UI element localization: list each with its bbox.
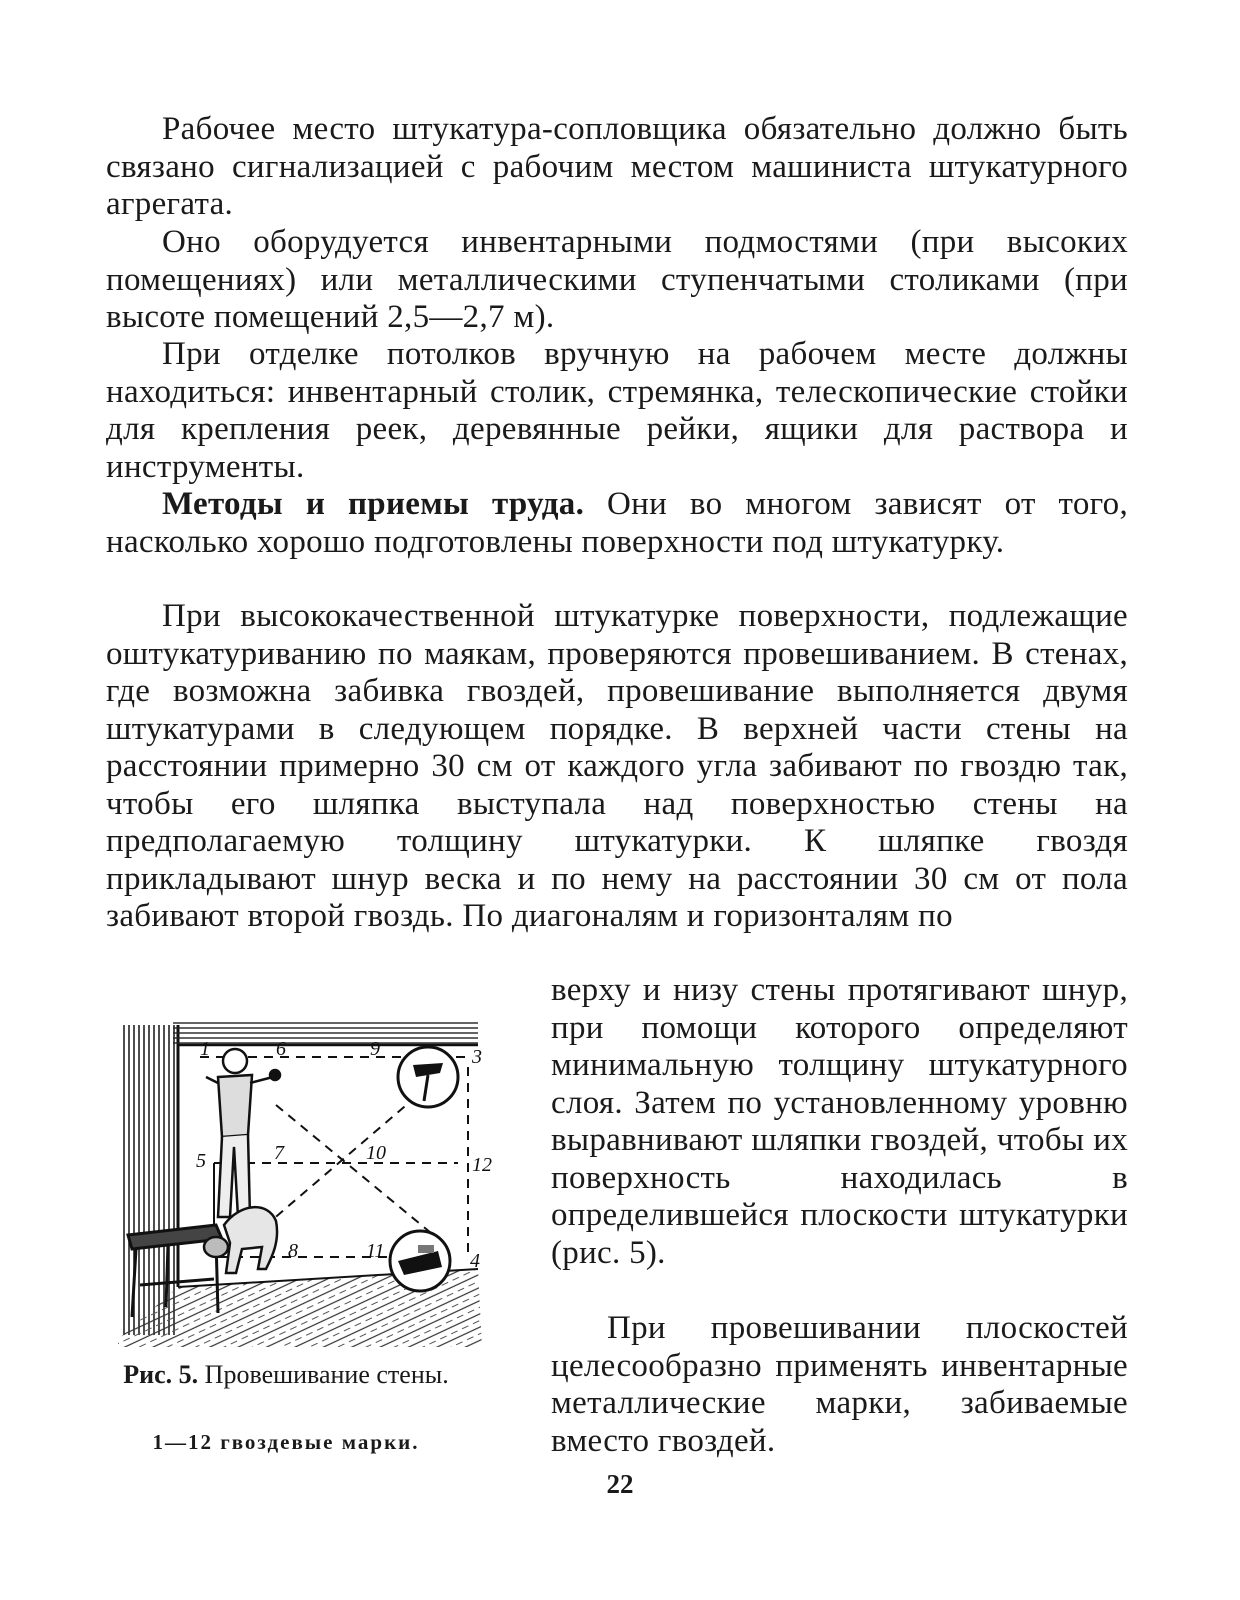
figure-caption-label: Рис. 5. xyxy=(123,1360,199,1389)
paragraph-methods xyxy=(106,486,1128,561)
marker-1: 1 xyxy=(200,1038,210,1060)
worker-upper xyxy=(206,1049,280,1217)
figure-wall-plumbing xyxy=(118,1017,492,1347)
ceiling-hatching xyxy=(173,1019,478,1045)
marker-8: 8 xyxy=(288,1240,298,1262)
marker-6: 6 xyxy=(276,1038,286,1060)
marker-5: 5 xyxy=(196,1150,206,1172)
marker-12: 12 xyxy=(472,1154,492,1176)
marker-4: 4 xyxy=(470,1250,480,1272)
marker-7: 7 xyxy=(274,1142,284,1164)
paragraph-ceiling-finishing: При отделке потолков вручную на рабочем месте должны находиться: инвентарный столик, стремянка, телескопические стойки для крепления реек, деревянные рейки, ящики для раствора и инструменты. xyxy=(106,336,1128,485)
marker-10: 10 xyxy=(366,1142,386,1164)
paragraph-scaffolding: Оно оборудуется инвентарными подмостями (при высоких помещениях) или металлическими ступенчатыми столиками (при высоте помещений 2,5—2,7 м). xyxy=(106,224,1128,335)
marker-9: 9 xyxy=(370,1038,380,1060)
plumb-circle-bottom xyxy=(390,1231,450,1291)
methods-heading: Методы и приемы труда. xyxy=(162,486,585,522)
marker-3: 3 xyxy=(472,1046,482,1068)
page-number: 22 xyxy=(606,1469,634,1499)
paragraph-continuation: верху и низу стены протягивают шнур, при помощи которого определяют минимальную толщину штукатурного слоя. Затем по установленному уровню выравнивают шляпки гвоздей, чтобы их поверхность находилась в определившейся плоскости штукатурки (рис. 5). xyxy=(551,972,1128,1271)
paragraph-metal-marks: При провешивании плоскостей целесообразно применять инвентарные металлические марки, забиваемые вместо гвоздей. xyxy=(551,1310,1128,1459)
figure-caption-text: Провешивание стены. xyxy=(198,1360,449,1389)
plumb-circle-top xyxy=(398,1047,458,1107)
figure-caption-note: 1—12 гвоздевые марки. xyxy=(152,1430,420,1454)
left-wall-hatching xyxy=(120,1025,178,1335)
paragraph-workplace-signal: Рабочее место штукатура-сопловщика обязательно должно быть связано сигнализацией с рабочим местом машиниста штукатурного агрегата. xyxy=(106,111,1128,222)
paragraph-plumbing: При высококачественной штукатурке поверхности, подлежащие оштукатуриванию по маякам, проверяются провешиванием. В стенах, где возможна забивка гвоздей, провешивание выполняется двумя штукатурами в следующем порядке. В верхней части стены на расстоянии примерно 30 см от каждого угла забивают по гвоздю так, чтобы его шляпка выступала над поверхностью стены на предполагаемую толщину штукатурки. К шляпке гвоздя прикладывают шнур веска и по нему на расстоянии 30 см от пола забивают второй гвоздь. По диагоналям и горизонталям по xyxy=(106,598,1128,934)
methods-text: Они во многом зависят от того, насколько хорошо подготовлены поверхности под штукатурку. xyxy=(106,486,1128,560)
marker-11: 11 xyxy=(366,1240,385,1262)
figure-caption xyxy=(106,1358,466,1391)
wall-plumbing-illustration xyxy=(118,1017,492,1347)
